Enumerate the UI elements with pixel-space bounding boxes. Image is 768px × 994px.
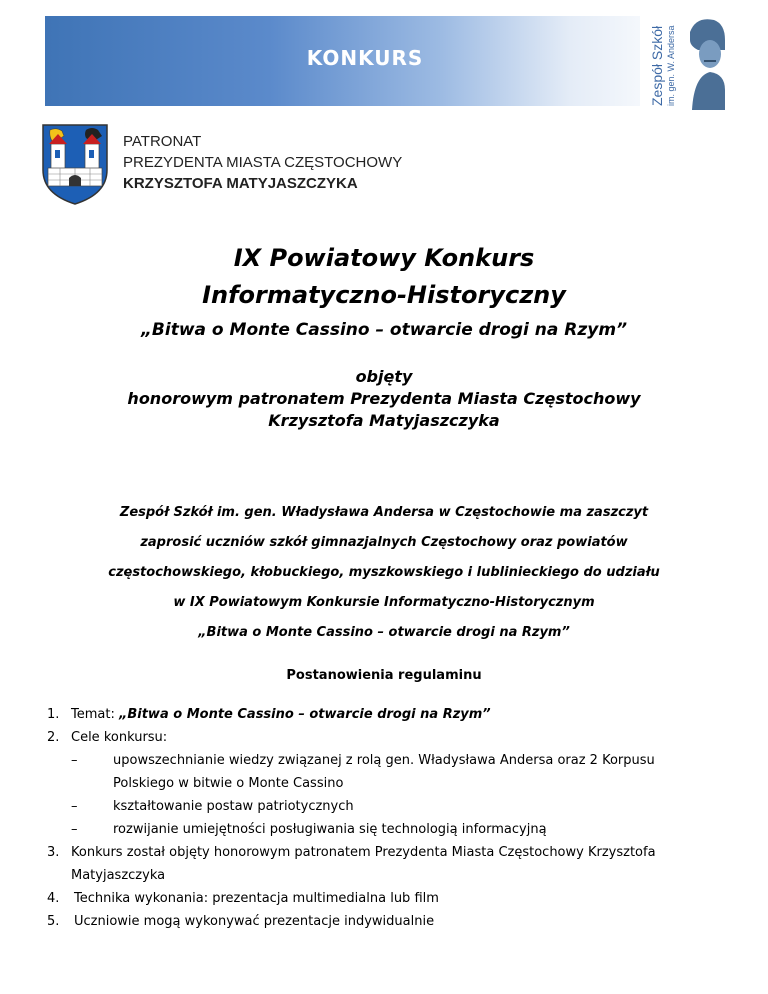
list-number: 1. (47, 707, 60, 722)
goals-label: Cele konkursu: (71, 730, 168, 745)
goal-text: upowszechnianie wiedzy związanej z rolą gen. Władysława Andersa oraz 2 Korpusu (113, 753, 655, 768)
patronage-line2: honorowym patronatem Prezydenta Miasta Częstochowy (127, 389, 641, 408)
patronat-line3: KRZYSZTOFA MATYJASZCZYKA (123, 175, 358, 192)
school-name: Zespół Szkół (649, 25, 665, 106)
intro-line1: Zespół Szkół im. gen. Władysława Andersa w Częstochowie ma zaszczyt (119, 505, 649, 520)
patronage-line1: objęty (355, 367, 413, 386)
patronage-statement (0, 366, 768, 432)
list-item (47, 887, 727, 910)
topic-value: „Bitwa o Monte Cassino – otwarcie drogi na Rzym” (118, 707, 491, 722)
list-item (47, 841, 727, 887)
item3-text: Konkurs został objęty honorowym patronatem Prezydenta Miasta Częstochowy Krzysztofa (71, 845, 656, 860)
intro-line5: „Bitwa o Monte Cassino – otwarcie drogi na Rzym” (198, 625, 570, 640)
patronat-line1: PATRONAT (123, 133, 202, 150)
patronage-block (123, 131, 402, 194)
dash-bullet: – (71, 799, 78, 814)
list-item (47, 703, 727, 726)
patronage-line3: Krzysztofa Matyjaszczyka (268, 411, 500, 430)
page-subtitle: „Bitwa o Monte Cassino – otwarcie drogi na Rzym” (140, 320, 628, 340)
goal-text-cont: Polskiego w bitwie o Monte Cassino (113, 776, 344, 791)
item4-text: Technika wykonania: prezentacja multimedialna lub film (74, 891, 439, 906)
regulations-list (47, 703, 727, 933)
invitation-paragraph (0, 498, 768, 648)
dash-bullet: – (71, 822, 78, 837)
goal-item (71, 795, 727, 818)
dash-bullet: – (71, 753, 78, 768)
patronat-line2: PREZYDENTA MIASTA CZĘSTOCHOWY (123, 154, 403, 171)
list-number: 3. (47, 845, 60, 860)
list-item (47, 726, 727, 749)
school-logo (640, 10, 725, 110)
list-number: 5. (47, 914, 60, 929)
regulations-heading: Postanowienia regulaminu (286, 668, 482, 683)
page-title: IX Powiatowy Konkurs (233, 244, 535, 272)
coat-of-arms-icon (40, 122, 110, 206)
intro-line4: w IX Powiatowym Konkursie Informatyczno-Historycznym (173, 595, 595, 610)
page-title-line2: Informatyczno-Historyczny (202, 281, 566, 309)
school-patron: im. gen. W. Andersa (666, 25, 676, 106)
list-number: 4. (47, 891, 60, 906)
goal-item (71, 749, 727, 795)
topic-label: Temat: (71, 707, 119, 722)
item3-text-cont: Matyjaszczyka (71, 868, 166, 883)
goal-item (71, 818, 727, 841)
list-number: 2. (47, 730, 60, 745)
intro-line2: zaprosić uczniów szkół gimnazjalnych Częstochowy oraz powiatów (140, 535, 628, 550)
banner-title: KONKURS (306, 46, 424, 70)
goal-text: kształtowanie postaw patriotycznych (113, 799, 354, 814)
header-banner (45, 16, 685, 106)
list-item (47, 910, 727, 933)
goal-text: rozwijanie umiejętności posługiwania się technologią informacyjną (113, 822, 547, 837)
intro-line3: częstochowskiego, kłobuckiego, myszkowskiego i lublinieckiego do udziału (108, 565, 660, 580)
item5-text: Uczniowie mogą wykonywać prezentacje indywidualnie (74, 914, 435, 929)
